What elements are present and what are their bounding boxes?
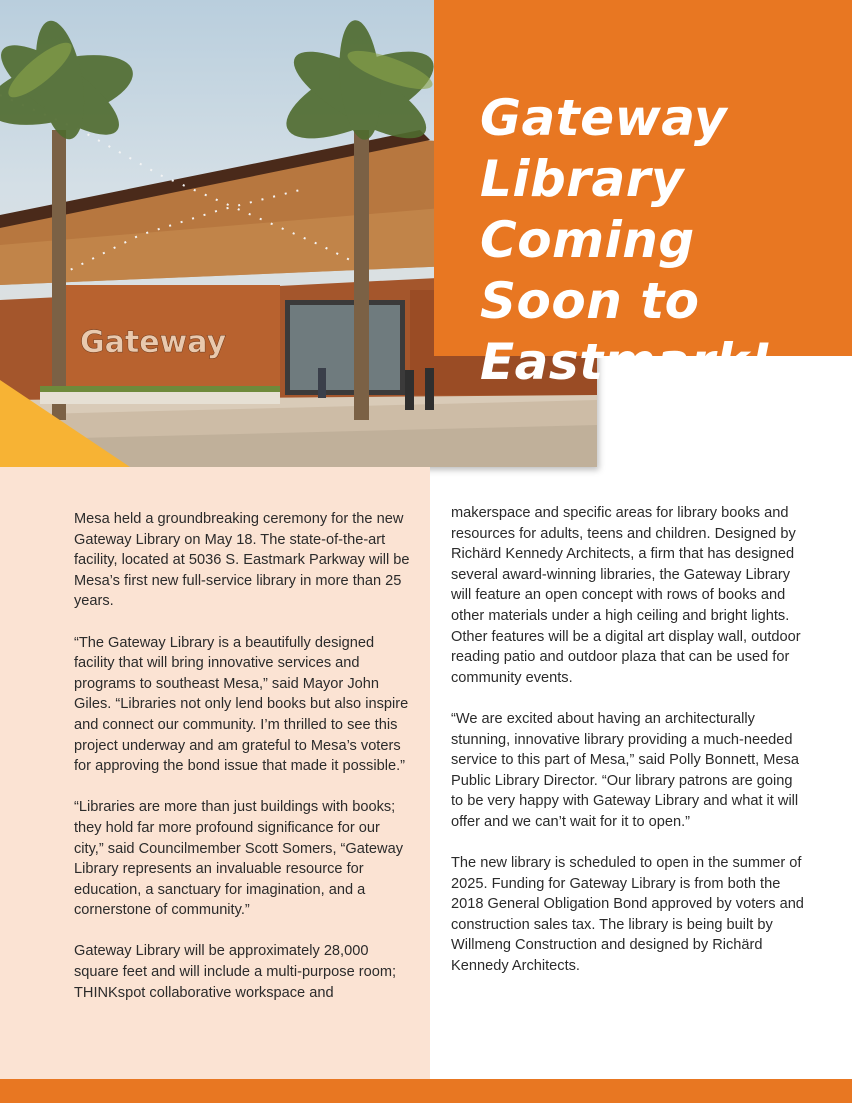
gateway-sign: Gateway [80,325,227,360]
paragraph: makerspace and specific areas for library books and resources for adults, teens and children. Designed by Richärd Kennedy Architects, a firm that has designed several award-winning libraries, the Gateway Library will feature an open concept with rows of books and other materials under a high ceiling and bright lights. Other features will be a digital art display wall, outdoor reading patio and outdoor plaza that can be used for community events. [451,505,801,686]
left-column [74,509,410,1024]
page-title: Gateway Library Coming Soon to Eastmark! [480,89,773,391]
paragraph: “The Gateway Library is a beautifully designed facility that will bring innovative services and programs to southeast Mesa,” said Mayor John Giles. “Libraries not only lend books but also inspire and connect our community. I’m thrilled to see this project underway and am grateful to Mesa’s voters for approving the bond issue that made it possible.” [74,634,409,775]
paragraph: The new library is scheduled to open in the summer of 2025. Funding for Gateway Library is from both the 2018 General Obligation Bond approved by voters and construction sales tax. The library is being built by Willmeng Construction and designed by Richärd Kennedy Architects. [451,855,804,975]
paragraph: Mesa held a groundbreaking ceremony for the new Gateway Library on May 18. The state-of-the-art facility, located at 5036 S. Eastmark Parkway will be Mesa’s first new full-service library in more than 25 years. [74,511,410,610]
paragraph: “Libraries are more than just buildings with books; they hold far more profound significance for our city,” said Councilmember Scott Somers, “Gateway Library represents an invaluable resource for education, a sanctuary for imagination, and a cornerstone of community.” [74,799,404,919]
bottom-accent-bar [0,1079,852,1103]
paragraph: “We are excited about having an architecturally stunning, innovative library providing a much-needed service to this part of Mesa,” said Polly Bonnett, Mesa Public Library Director. “Our library patrons are going to be very happy with Gateway Library and what it will offer and we can’t wait for it to open.” [451,710,799,830]
paragraph: Gateway Library will be approximately 28,000 square feet and will include a multi-purpose room; THINKspot collaborative workspace and [74,943,397,1001]
right-column [451,503,807,997]
